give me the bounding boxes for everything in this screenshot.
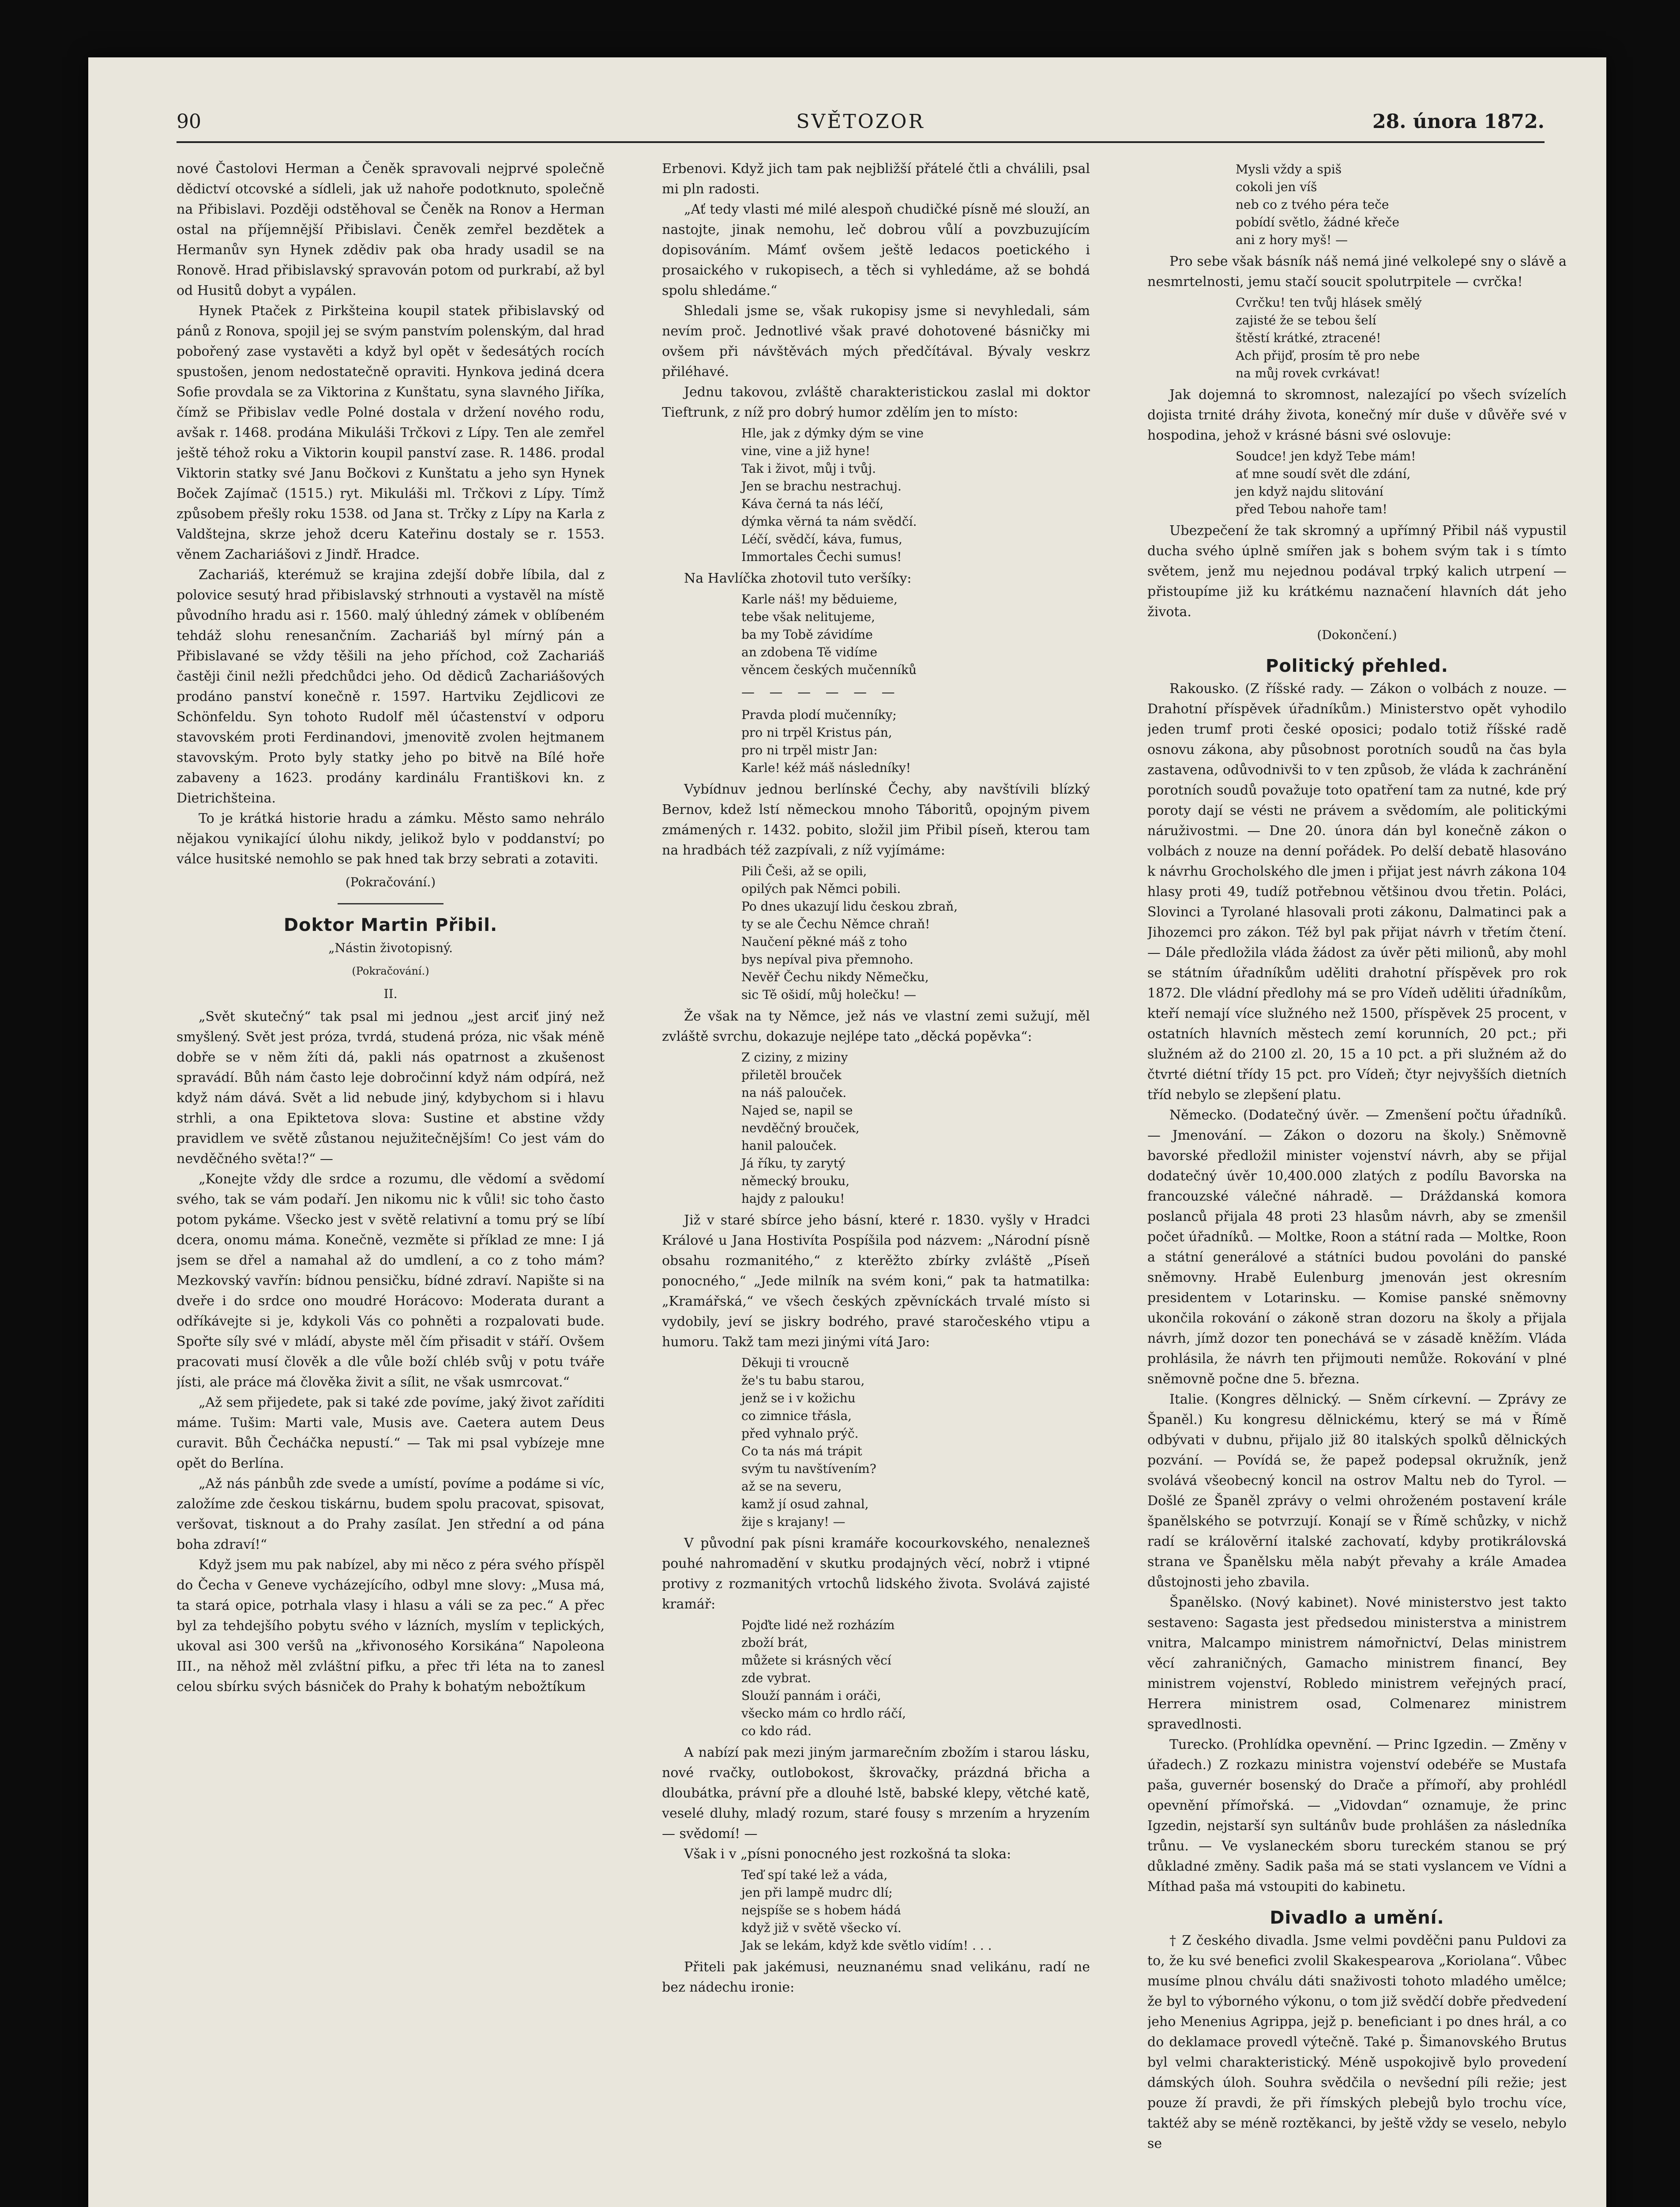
paragraph: „Ať tedy vlasti mé milé alespoň chudičké písně mé slouží, an nastojte, jinak nemohu, leč dobrou vůlí a povzbuzujícím dopisováním. Mámť ovšem ještě ledacos poetického i prosaického v rukopisech, a těch si vyhledáme, až se bohdá spolu shledáme.“ xyxy=(662,202,1090,298)
paragraph: „Konejte vždy dle srdce a rozumu, dle vědomí a svědomí svého, tak se vám podaří. Jen nikomu nic k vůli! sic toho často potom pykáme. Všecko jest v světě relativní a tomu prý se líbí dcera, onomu máma. Konečně, vezměte si příklad ze mne: I já jsem se dřel a namahal až do umdlení, a co z toho mám? Mezkovský vavřín: bídnou pensičku, bídné zdraví. Napište si na dveře i do srdce ono moudré Horácovo: Moderata durant a odříkávejte si je, kdykoli Vás co pohněti a rozpalovati bude. Spořte síly své v mládí, abyste měl čím přisadit v stáří. Ovšem pracovati musí člověk a dle vůle boží chléb svůj v potu tváře jísti, ale práce má člověka živit a sílit, ne však usmrcovat.“ xyxy=(177,1171,605,1390)
paragraph: Jednu takovou, zvláště charakteristickou zaslal mi doktor Tieftrunk, z níž pro dobrý humor zdělím jen to místo: xyxy=(662,384,1090,420)
end-note: (Dokončení.) xyxy=(1317,628,1397,642)
poem: Pili Češi, až se opili, opilých pak Němci pobili. Po dnes ukazují lidu českou zbraň, ty se ale Čechu Němce chraň! Naučení pěkné máš z toho bys nepíval piva přemnoho. Nevěř Čechu nikdy Němečku, sic Tě ošidí, můj holečku! — xyxy=(741,864,958,1002)
dash-separator: — — — — — — xyxy=(741,685,900,700)
paragraph: Však i v „písni ponocného jest rozkošná ta sloka: xyxy=(684,1846,1011,1862)
paragraph: „Svět skutečný“ tak psal mi jednou „jest arciť jiný než smyšlený. Svět jest próza, tvrdá, studená próza, nic však méně dobře se v něm žíti dá, pakli nás opatrnost a zkušenost spravádí. Bůh nám často leje dobročinní když nám odpírá, než když nám dává. Svět a lid nebude jiný, kdybychom si i hlavu strhli, a ona Epiktetova slova: Sustine et abstine vždy pravidlem ve světě zůstanou nejužitečnějším! Co jest vám do nevděčného světa!?“ — xyxy=(177,1009,605,1167)
poem: Karle náš! my běduieme, tebe však nelitujeme, ba my Tobě závidíme an zdobena Tě vidíme věncem českých mučenníků xyxy=(741,592,917,677)
paragraph: † Z českého divadla. Jsme velmi povděčni panu Puldovi za to, že ku své benefici zvolil Skakespearova „Koriolana“. Vůbec musíme plnou chválu dáti snaživosti tohoto mladého umělce; že byl to výborného výkonu, o tom již svědčí dobře předvedení jeho Menenius Agrippa, jejž p. beneficiant i po dnes hrál, a co do deklamace provedl výtečně. Také p. Šimanovského Brutus byl velmi charakteristický. Méně uspokojivě bylo provedení dámských úloh. Souhra svědčila o nevšední píli režie; jest pouze ží pravdi, že při římských plebejů bylo trochu více, taktéž aby se méně roztěkanci, by ještě vždy se veselo, nebylo se xyxy=(1147,1933,1567,2151)
journal-title: SVĚTOZOR xyxy=(796,110,925,133)
paragraph: Hynek Ptaček z Pirkšteina koupil statek přibislavský od pánů z Ronova, spojil jej se svým panstvím polenským, dal hrad pobořený zase vystavěti a když byl opět v šedesátých rocích spustošen, jenom nedostatečně opraviti. Hynkova jediná dcera Sofie provdala se za Viktorina z Kunštatu, syna slavného Jiříka, čímž se Přibislav vedle Polné dostala v držení nového rodu, avšak r. 1468. prodána Mikuláši Trčkovi z Lípy. Ten ale zemřel ještě téhož roku a Viktorin koupil panství zase. R. 1486. prodal Viktorin statky své Janu Bočkovi z Kunštatu a jeho syn Hynek Boček Zajímač (1515.) ryt. Mikuláši ml. Trčkovi z Lípy. Tímž způsobem přešly roku 1538. od Jana st. Trčky z Lípy na Karla z Valdštejna, skrze jehož dceru Kateřinu dostaly se r. 1553. věnem Zachariášovi z Jindř. Hradce. xyxy=(177,303,605,562)
paragraph: „Až nás pánbůh zde svede a umístí, povíme a podáme si víc, založíme zde českou tiskárnu, budem spolu pracovat, spisovat, veršovat, tisknout a do Prahy zasílat. Jen střední a od pána boha zdraví!“ xyxy=(177,1476,605,1552)
section-title-theatre: Divadlo a umění. xyxy=(1270,1908,1444,1928)
paragraph: Že však na ty Němce, jež nás ve vlastní zemi sužují, měl zvláště svrchu, dokazuje nejlépe tato „děcká popěvka“: xyxy=(662,1009,1090,1044)
poem: Z ciziny, z miziny přiletěl brouček na náš palouček. Najed se, napil se nevděčný brouček, hanil palouček. Já říku, ty zarytý německý brouku, hajdy z palouku! xyxy=(741,1050,860,1206)
paragraph: nové Častolovi Herman a Čeněk spravovali nejprvé společně dědictví otcovské a sídleli, jak už nahoře podotknuto, společně na Přibislavi. Později odstěhoval se Čeněk na Ronov a Herman ostal na příjemnější Přibislavi. Čeněk zemřel bezdětek a Hermanův syn Hynek zdědiv pak oba hrady usadil se na Ronově. Hrad přibislavský spravován potom od purkrabí, až byl od Husitů dobyt a vypálen. xyxy=(177,161,605,298)
column-2 xyxy=(662,159,1090,2207)
continuation-note: (Pokračování.) xyxy=(345,875,436,889)
paragraph: To je krátká historie hradu a zámku. Město samo nehrálo nějakou vynikající úlohu nikdy, jelikož bylo v poddanství; po válce husitské nemohlo se pak hned tak brzy sebrati a zotaviti. xyxy=(177,811,605,867)
paragraph: A nabízí pak mezi jiným jarmarečním zbožím i starou lásku, nové rvačky, outlobokost, škrovačky, prázdná břicha a dloubátka, právní pře a dlouhé lstě, babské klepy, větché katě, veselé dluhy, mladý rozum, staré fousy s mrzením a hryzením — svědomí! — xyxy=(662,1745,1090,1842)
poem: Pravda plodí mučenníky; pro ni trpěl Kristus pán, pro ni trpěl mistr Jan: Karle! kéž máš následníky! xyxy=(741,708,911,775)
poem: Teď spí také lež a váda, jen při lampě mudrc dlí; nejspíše se s hobem hádá když již v světě všecko ví. Jak se lekám, když kde světlo vidím! . . . xyxy=(741,1868,992,1953)
newspaper-page xyxy=(88,57,1606,2207)
paragraph: „Až sem přijedete, pak si také zde povíme, jaký život zaříditi máme. Tušim: Marti vale, Musis ave. Caetera autem Deus curavit. Bůh Čecháčka nepustí.“ — Tak mi psal vybízeje mne opět do Berlína. xyxy=(177,1395,605,1471)
poem: Cvrčku! ten tvůj hlásek smělý zajisté že se tebou šelí štěstí krátké, ztracené! Ach přijď, prosím tě pro nebe na můj rovek cvrkávat! xyxy=(1236,295,1422,380)
poem: Pojďte lidé než rozházím zboží brát, můžete si krásných věcí zde vybrat. Slouží pannám i oráči, všecko mám co hrdlo ráčí, co kdo rád. xyxy=(741,1618,906,1738)
paragraph: Rakousko. (Z říšské rady. — Zákon o volbách z nouze. — Drahotní příspěvek úřadníkům.) Ministerstvo opět vyhodilo jeden trumf proti české oposici; podalo totiž říšské radě osnovu zákona, aby působnost porotních soudů na čas byla zastavena, odůvodnivši to v ten způsob, že vláda k zachránění porotních soudů považuje toto opatření tam za nutné, kde prý poroty dají se vésti ne právem a svědomím, ale politickými náruživostmi. — Dne 20. února dán byl konečně zákon o volbách z nouze na denní pořádek. Po delší debatě hlasováno k návrhu Grocholského dle jmen i přijat jest návrh zákona 104 hlasy proti 49, tudíž potřebnou většinou dvou třetin. Poláci, Slovinci a Tyrolané hlasovali proti zákonu, Dalmatinci pak a Jihozemci pro zákon. Též byl pak přijat návrh v třetím čtení. — Dále předložila vláda žádost za úvěr pěti milionů, aby mohl se státním úřadníkům uděliti drahotní příspěvek pro rok 1872. Dle vládní předlohy má se pro Vídeň uděliti úřadníkům, kteří nemají více služného než 1500, příspěvek 25 procent, v ostatních hlavních městech zemí korunních, 20 pct.; při služném až do 2100 zl. 20, 15 a 10 pct. a při služném až do čtvrté diétní třídy 15 pct. pro Vídeň; čtyr nejvyšších dietních tříd nebylo se zlepšení platu. xyxy=(1147,681,1567,1103)
section-title-politics: Politický přehled. xyxy=(1266,656,1448,676)
paragraph: Erbenovi. Když jich tam pak nejbližší přátelé čtli a chválili, psal mi pln radosti. xyxy=(662,161,1090,197)
paragraph: Na Havlíčka zhotovil tuto veršíky: xyxy=(684,571,912,586)
paragraph: Přiteli pak jakémusi, neuznanému snad velikánu, radí ne bez nádechu ironie: xyxy=(662,1959,1090,1995)
divider xyxy=(338,903,443,904)
paragraph: V původní pak písni kramáře kocourkovského, nenalezneš pouhé nahromadění v skutku prodajných věcí, nobrž i vtipné protivy z rozmanitých vrtochů lidského života. Svolává zajisté kramář: xyxy=(662,1536,1090,1612)
paragraph: Turecko. (Prohlídka opevnění. — Princ Igzedin. — Změny v úřadech.) Z rozkazu ministra vojenství odebéře se Mustafa paša, guvernér bosenský do Drače a přímoří, aby prohlédl opevnění přímořská. — „Vidovdan“ oznamuje, že princ Igzedin, nejstarší syn sultánův bude prohlášen za následníka trůnu. — Ve vyslaneckém sboru tureckém stanou se prý důkladné změny. Sadik paša má se stati vyslancem ve Vídni a Míthad paša má vstoupiti do kabinetu. xyxy=(1147,1737,1567,1894)
paragraph: Když jsem mu pak nabízel, aby mi něco z péra svého příspěl do Čecha v Geneve vycházejícího, odbyl mne slovy: „Musa má, ta stará opice, potrhala vlasy i hlasu a váli se za pec.“ A přec byl za tehdejšího pobytu svého v lázních, myslím v teplických, ukoval asi 300 veršů na „křivonosého Korsikána“ Napoleona III., na něhož měl zvláštní pifku, a přec tři léta na to zanesl celou sbírku svých básniček do Prahy k bohatým nebožtíkum xyxy=(177,1557,605,1695)
page-number: 90 xyxy=(177,110,201,133)
paragraph: Španělsko. (Nový kabinet). Nové ministerstvo jest takto sestaveno: Sagasta jest předsedou ministerstva a ministrem vnitra, Malcampo ministrem námořnictví, Delas ministrem věcí zahraničných, Gamacho ministrem financí, Bey ministrem vojenství, Robledo ministrem veřejných prací, Herrera ministrem osad, Colmenarez ministrem spravedlnosti. xyxy=(1147,1595,1567,1732)
paragraph: Shledali jsme se, však rukopisy jsme si nevyhledali, sám nevím proč. Jednotlivé však pravé dohotovené básničky mi ovšem při návštěvách mých předčítával. Bývaly veskrz přiléhavé. xyxy=(662,303,1090,380)
poem: Děkuji ti vroucně že's tu babu starou, jenž se i v kožichu co zimnice třásla, před vyhnalo prýč. Co ta nás má trápit svým tu navštívením? až se na severu, kamž jí osud zahnal, žije s krajany! — xyxy=(741,1356,876,1529)
poem: Hle, jak z dýmky dým se vine vine, vine a již hyne! Tak i život, můj i tvůj. Jen se brachu nestrachuj. Káva černá ta nás léčí, dýmka věrná ta nám svědčí. Léčí, svědčí, káva, fumus, Immortales Čechi sumus! xyxy=(741,426,924,564)
paragraph: Pro sebe však básník náš nemá jiné velkolepé sny o slávě a nesmrtelnosti, jemu stačí soucit spolutrpitele — cvrčka! xyxy=(1147,254,1567,290)
section-number: II. xyxy=(383,987,398,1001)
paragraph: Německo. (Dodatečný úvěr. — Zmenšení počtu úřadníků. — Jmenování. — Zákon o dozoru na školy.) Sněmovně bavorské předložil minister vojenství návrh, aby se přijal dodatečný úvěr 10,400.000 zlatých z podílu Bavorska na francouzské válečné náhradě. — Dráždanská komora poslanců přijala 48 proti 23 hlasům návrh, aby se zmenšil počet úřadníků. — Moltke, Roon a státní rada — Moltke, Roon a státní generálové a státníci budou povoláni do panské sněmovny. Hrabě Eulenburg jmenován jest okresním presidentem v Lotarinsku. — Komise panské sněmovny ukončila rokování o zákoně stran dozoru na školy a přijala návrh, jímž dozor ten ponechává se v zásadě kněžím. Vláda prohlásila, že návrh ten přijmouti nemůže. Rokování v plné sněmovně počne dne 5. března. xyxy=(1147,1107,1567,1387)
column-1 xyxy=(177,159,605,2207)
issue-date: 28. února 1872. xyxy=(1372,110,1545,133)
paragraph: Italie. (Kongres dělnický. — Sněm církevní. — Zprávy ze Španěl.) Ku kongresu dělnickému, který se má v Římě odbývati v dubnu, přijalo již 80 italských spolků dělnických pozvání. — Povídá se, že papež podepsal okružník, jenž svolává všeobecný koncil na ostrov Maltu neb do Tyrol. — Došlé ze Španěl zprávy o velmi ohroženém postavení krále španělského se potvrzují. Konají se v Římě schůzky, v nichž radí se králověrní italské zachovatí, kdyby protikrálovská strana ve Španělsku měla nabýt převahy a krále Amadea důstojnosti jeho zbavila. xyxy=(1147,1392,1567,1590)
column-3 xyxy=(1147,159,1567,2207)
article-title: Doktor Martin Přibil. xyxy=(283,915,498,935)
paragraph: Ubezpečení že tak skromný a upřímný Přibil náš vypustil ducha svého úplně smířen jak s bohem svým tak i s tímto světem, jenž mu nejednou podával trpký kalich utrpení — přistoupíme již ku krátkému naznačení hlavních dát jeho života. xyxy=(1147,523,1567,620)
paragraph: Zachariáš, kterémuž se krajina zdejší dobře líbila, dal z polovice sesutý hrad přibislavský strhnouti a vystavěl na místě původního hradu asi r. 1560. malý úhledný zámek v oblíbeném tehdáž slohu renesančním. Zachariáš byl mírný pán a Přibislavané se vždy těšili na jeho příchod, což Zachariáš častěji činil nežli předchůdci jeho. Od dědiců Zachariášových prodáno panství konečně r. 1597. Hartviku Zejdlicovi ze Schönfeldu. Syn tohoto Rudolf měl účastenství v odporu stavovském proti Ferdinandovi, jmenovitě zvolen hejtmanem stavovským. Proto byly statky jeho po bitvě na Bílé hoře zabaveny a 1623. prodány kardinálu Františkovi kn. z Dietrichšteina. xyxy=(177,567,605,806)
paragraph: Již v staré sbírce jeho básní, které r. 1830. vyšly v Hradci Králové u Jana Hostivíta Pospíšila pod názvem: „Národní písně obsahu rozmanitého,“ z kterěžto zbírky zvláště „Píseň ponocného,“ „Jede milník na svém koni,“ pak ta hatmatilka: „Kramářská,“ ve všech českých zpěvníckách trvalé místo si vydobily, jeví se jiskry bodrého, pravé staročeského vtipu a humoru. Takž tam mezi jinými vítá Jaro: xyxy=(662,1213,1090,1350)
poem: Soudce! jen když Tebe mám! ať mne soudí svět dle zdání, jen když najdu slitování před Tebou nahoře tam! xyxy=(1236,449,1416,516)
page-header xyxy=(177,106,1545,143)
article-continuation: (Pokračování.) xyxy=(352,965,429,977)
poem: Mysli vždy a spiš cokoli jen víš neb co z tvého péra teče pobídí světlo, žádné křeče ani z hory myš! — xyxy=(1236,162,1400,247)
paragraph: Vybídnuv jednou berlínské Čechy, aby navštívili blízký Bernov, kdež lstí německou mnoho Táboritů, opojným pivem zmámených r. 1432. pobito, složil jim Přibil píseň, kterou tam na hradbách též zazpívali, z níž vyjímáme: xyxy=(662,782,1090,858)
paragraph: Jak dojemná to skromnost, nalezající po všech svízelích dojista trnité dráhy života, konečný mír duše v důvěře své v hospodina, jehož v krásné básni své oslovuje: xyxy=(1147,387,1567,443)
article-subtitle: „Nástin životopisný. xyxy=(328,941,453,955)
